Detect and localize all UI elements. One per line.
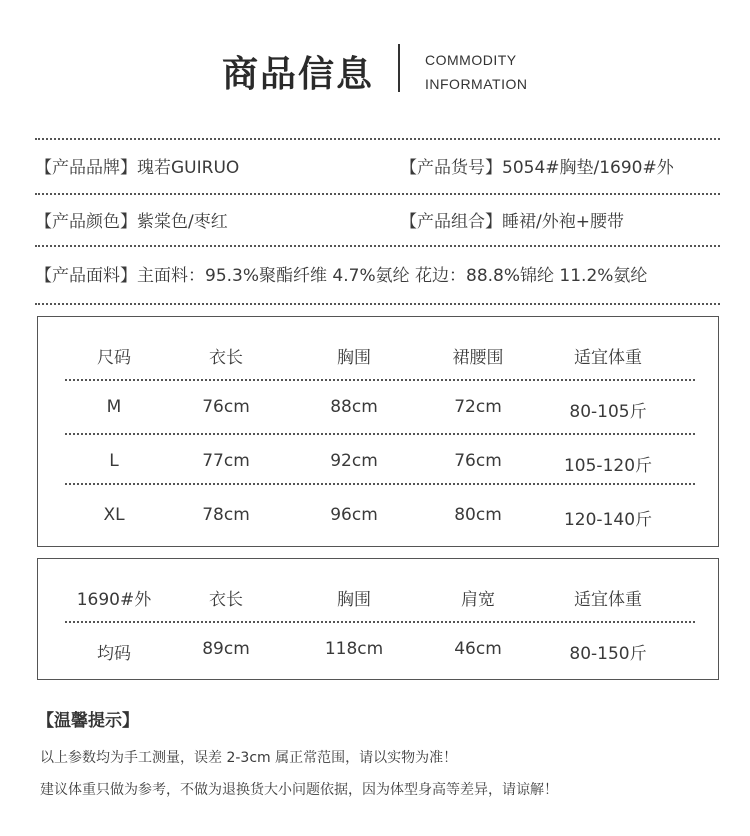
table-divider <box>65 621 695 623</box>
cell-size: XL <box>103 505 125 525</box>
set-field <box>400 207 624 232</box>
header-cell-bust: 胸围 <box>337 590 371 610</box>
table-row <box>38 451 718 481</box>
divider <box>35 303 720 305</box>
cell-length: 89cm <box>202 639 250 659</box>
header-cell-length: 衣长 <box>209 348 243 368</box>
divider <box>35 245 720 247</box>
title-block <box>0 40 750 96</box>
table-divider <box>65 379 695 381</box>
cell-shoulder: 46cm <box>454 639 502 659</box>
table-row <box>38 639 718 669</box>
tips-title: 【温馨提示】 <box>37 711 139 731</box>
sku-value: 5054#胸垫/1690#外 <box>502 158 674 178</box>
info-row-color-set <box>35 207 720 237</box>
brand-field <box>35 153 239 178</box>
sku-label: 【产品货号】 <box>400 158 502 178</box>
title-divider <box>398 44 400 92</box>
sku-field <box>400 153 674 178</box>
tips-line-1: 以上参数均为手工测量，误差 2-3cm 属正常范围，请以实物为准！ <box>40 750 458 766</box>
info-row-brand-sku <box>35 153 720 183</box>
cell-weight: 105-120斤 <box>563 456 653 476</box>
cell-size: 均码 <box>97 644 131 664</box>
title-en-line2: INFORMATION <box>425 76 528 92</box>
table-divider <box>65 483 695 485</box>
cell-bust: 96cm <box>330 505 378 525</box>
title-en-line1: COMMODITY <box>425 52 517 68</box>
page-title: 商品信息 <box>222 54 375 95</box>
tips-line-2: 建议体重只做为参考，不做为退换货大小问题依据，因为体型身高等差异，请谅解！ <box>40 782 558 798</box>
table-row <box>38 505 718 535</box>
table-row <box>38 397 718 427</box>
fabric-value: 主面料：95.3%聚酯纤维 4.7%氨纶 花边：88.8%锦纶 11.2%氨纶 <box>137 266 648 286</box>
size-table <box>37 316 719 547</box>
cell-waist: 72cm <box>454 397 502 417</box>
divider <box>35 138 720 140</box>
cell-waist: 80cm <box>454 505 502 525</box>
cell-bust: 118cm <box>324 639 384 659</box>
header-cell-bust: 胸围 <box>337 348 371 368</box>
header-cell-item: 1690#外 <box>76 590 152 610</box>
info-row-fabric <box>35 261 720 291</box>
brand-value: 瑰若GUIRUO <box>137 158 240 178</box>
cell-length: 78cm <box>202 505 250 525</box>
robe-size-table <box>37 558 719 680</box>
divider <box>35 193 720 195</box>
cell-bust: 88cm <box>330 397 378 417</box>
cell-size: L <box>109 451 119 471</box>
color-label: 【产品颜色】 <box>35 212 137 232</box>
cell-weight: 80-105斤 <box>569 402 647 422</box>
cell-weight: 80-150斤 <box>569 644 647 664</box>
cell-size: M <box>106 397 122 417</box>
table-divider <box>65 433 695 435</box>
cell-weight: 120-140斤 <box>563 510 653 530</box>
header-cell-weight: 适宜体重 <box>574 348 642 368</box>
cell-waist: 76cm <box>454 451 502 471</box>
header-cell-length: 衣长 <box>209 590 243 610</box>
cell-length: 76cm <box>202 397 250 417</box>
fabric-label: 【产品面料】 <box>35 266 137 286</box>
robe-table-header <box>38 585 718 615</box>
set-label: 【产品组合】 <box>400 212 502 232</box>
header-cell-size: 尺码 <box>97 348 131 368</box>
color-field <box>35 207 228 232</box>
header-cell-waist: 裙腰围 <box>452 348 504 368</box>
header-cell-shoulder: 肩宽 <box>461 590 495 610</box>
color-value: 紫棠色/枣红 <box>137 212 228 232</box>
header-cell-weight: 适宜体重 <box>574 590 642 610</box>
brand-label: 【产品品牌】 <box>35 158 137 178</box>
cell-bust: 92cm <box>330 451 378 471</box>
fabric-field <box>35 261 647 286</box>
page-title-english <box>425 48 527 96</box>
cell-length: 77cm <box>202 451 250 471</box>
size-table-header <box>38 343 718 373</box>
set-value: 睡裙/外袍+腰带 <box>502 212 624 232</box>
